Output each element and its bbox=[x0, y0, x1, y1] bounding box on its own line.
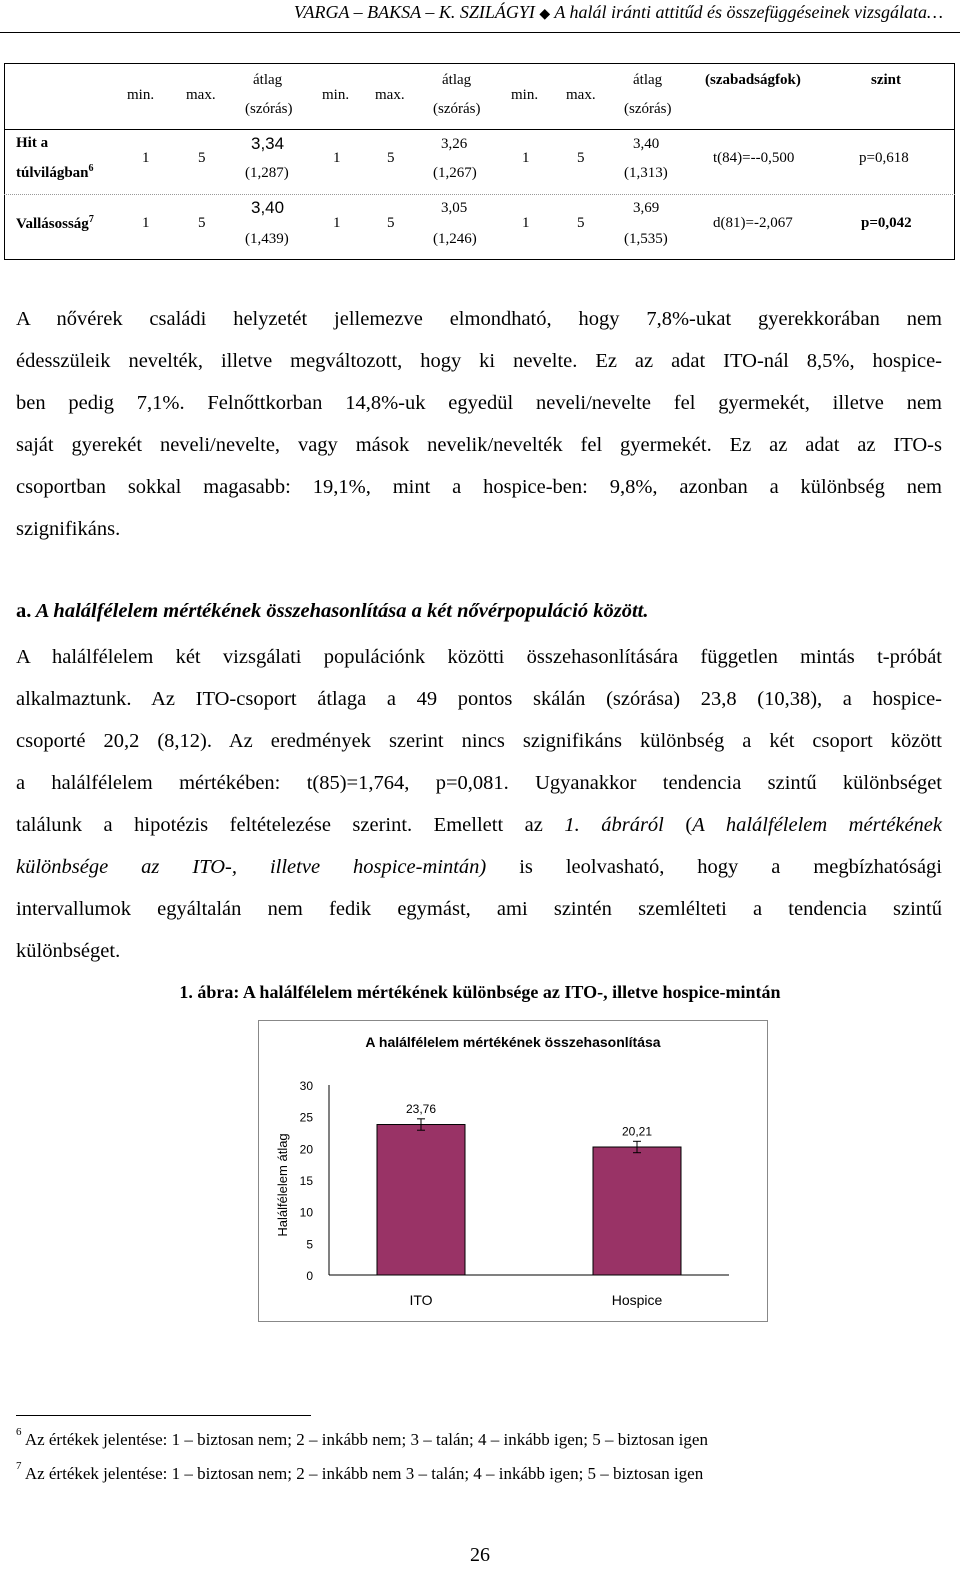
col-min-3: min. bbox=[511, 87, 539, 103]
y-tick-label: 5 bbox=[306, 1237, 313, 1252]
table-row-rule bbox=[4, 194, 955, 195]
subheading-number: a. bbox=[16, 600, 32, 622]
chart-title: A halálfélelem mértékének összehasonlítása bbox=[365, 1034, 661, 1050]
y-tick-label: 30 bbox=[299, 1079, 313, 1093]
col-max-1: max. bbox=[186, 87, 216, 103]
table-header-rule bbox=[4, 129, 955, 130]
data-label: 23,76 bbox=[405, 1101, 437, 1116]
row1-g2-sd: (1,267) bbox=[433, 165, 477, 181]
figure-caption: 1. ábra: A halálfélelem mértékének különbsége az ITO-, illetve hospice-mintán bbox=[179, 982, 781, 1002]
row2-g1-max: 5 bbox=[198, 215, 206, 231]
text-line: alkalmaztunk. Az ITO-csoport átlaga a 49 pontos skálán (szórása) 23,8 (10,38), a hospice- bbox=[16, 688, 942, 710]
row1-g1-sd: (1,287) bbox=[245, 165, 289, 181]
text-line: ben pedig 7,1%. Felnőttkorban 14,8%-uk egyedül neveli/nevelte fel gyermekét, illetve nem bbox=[16, 392, 942, 414]
row1-label-line2: túlvilágban$^6$ bbox=[16, 163, 94, 181]
footnote-rule bbox=[16, 1415, 311, 1416]
text-line: különbséget. bbox=[16, 940, 121, 962]
row2-g2-max: 5 bbox=[387, 215, 395, 231]
text-line: A nővérek családi helyzetét jellemezve elmondható, hogy 7,8%-ukat gyerekkorában nem bbox=[16, 308, 942, 330]
col-max-2: max. bbox=[375, 87, 405, 103]
data-label: 20,21 bbox=[621, 1124, 653, 1139]
row2-p: p=0,042 bbox=[861, 215, 912, 231]
row2-g3-mean: 3,69 bbox=[633, 200, 660, 216]
y-tick-label: 25 bbox=[299, 1110, 313, 1125]
col-mean-3: átlag bbox=[633, 72, 663, 88]
row1-g1-mean: 3,34 bbox=[251, 134, 285, 153]
row2-g1-min: 1 bbox=[142, 215, 150, 231]
footnote-6: $^6$ Az értékek jelentése: 1 – biztosan nem; 2 – inkább nem; 3 – talán; 4 – inkább igen; 5 – biztosan igen bbox=[16, 1426, 708, 1449]
x-tick-label: ITO bbox=[409, 1292, 433, 1308]
col-sd-2: (szórás) bbox=[433, 101, 481, 117]
text-line: csoporté 20,2 (8,12). Az eredmények szerint nincs szignifikáns különbség a két csoport között bbox=[16, 730, 942, 752]
subheading-text: A halálfélelem mértékének összehasonlítása a két nővérpopuláció között. bbox=[35, 600, 649, 622]
text-line: édesszüleik nevelték, illetve megváltozott, hogy ki nevelte. Ez az adat ITO-nál 8,5%, hospice- bbox=[16, 350, 942, 372]
text-line: saját gyerekét neveli/nevelte, vagy mások nevelik/nevelték fel gyermekét. Ez az adat az ITO-s bbox=[16, 434, 942, 456]
row1-p: p=0,618 bbox=[859, 150, 909, 166]
row1-g3-max: 5 bbox=[577, 150, 585, 166]
col-mean-2: átlag bbox=[442, 72, 472, 88]
paragraph-fear bbox=[16, 636, 942, 972]
row1-g2-mean: 3,26 bbox=[441, 136, 468, 152]
bar-ito bbox=[377, 1125, 465, 1275]
chart-canvas bbox=[259, 1021, 767, 1321]
row1-g2-min: 1 bbox=[333, 150, 341, 166]
bar-chart bbox=[258, 1020, 768, 1322]
paragraph-family bbox=[16, 298, 942, 550]
row1-label-line1: Hit a bbox=[16, 135, 49, 151]
col-level: szint bbox=[871, 72, 901, 88]
row2-g3-max: 5 bbox=[577, 215, 585, 231]
col-sd-1: (szórás) bbox=[245, 101, 293, 117]
text-line: szignifikáns. bbox=[16, 518, 121, 540]
row2-g2-mean: 3,05 bbox=[441, 200, 468, 216]
row1-g1-min: 1 bbox=[142, 150, 150, 166]
text-line: a halálfélelem mértékében: t(85)=1,764, p=0,081. Ugyanakkor tendencia szintű különbséget bbox=[16, 772, 942, 794]
row1-g1-max: 5 bbox=[198, 150, 206, 166]
y-axis-label: Halálfélelem átlag bbox=[275, 1133, 290, 1237]
x-tick-label: Hospice bbox=[611, 1292, 663, 1308]
row2-g1-mean: 3,40 bbox=[251, 198, 285, 217]
y-tick-label: 20 bbox=[299, 1142, 313, 1157]
text-line: csoportban sokkal magasabb: 19,1%, mint a hospice-ben: 9,8%, azonban a különbség nem bbox=[16, 476, 942, 498]
y-tick-label: 15 bbox=[299, 1174, 313, 1188]
col-sd-3: (szórás) bbox=[624, 101, 672, 117]
col-mean-1: átlag bbox=[253, 72, 283, 88]
col-df: (szabadságfok) bbox=[705, 72, 801, 88]
section-subheading bbox=[16, 600, 648, 623]
text-line: intervallumok egyáltalán nem fedik egymást, ami szintén szemlélteti a tendencia szintű bbox=[16, 898, 942, 920]
row2-g3-sd: (1,535) bbox=[624, 231, 668, 247]
col-max-3: max. bbox=[566, 87, 596, 103]
footnote-7: $^7$ Az értékek jelentése: 1 – biztosan nem; 2 – inkább nem 3 – talán; 4 – inkább igen; 5 – biztosan igen bbox=[16, 1460, 704, 1483]
header-rule bbox=[0, 32, 960, 33]
row1-g3-sd: (1,313) bbox=[624, 165, 668, 181]
y-tick-label: 0 bbox=[306, 1269, 313, 1283]
text-line: A halálfélelem két vizsgálati populációnk közötti összehasonlítására független mintás t-próbát bbox=[16, 646, 942, 668]
row2-label: Vallásosság$^7$ bbox=[16, 214, 94, 232]
header-title: A halál iránti attitűd és összefüggéseinek vizsgálata… bbox=[554, 2, 943, 22]
text-line: különbsége az ITO-, illetve hospice-mintán) is leolvasható, hogy a megbízhatósági bbox=[16, 856, 942, 878]
y-tick-label: 10 bbox=[299, 1205, 313, 1220]
header-authors: VARGA – BAKSA – K. SZILÁGYI bbox=[293, 2, 535, 22]
running-header bbox=[0, 2, 943, 23]
text-line: találunk a hipotézis feltételezése szerint. Emellett az 1. ábráról (A halálfélelem mértékének bbox=[16, 814, 943, 836]
row1-g2-max: 5 bbox=[387, 150, 395, 166]
row1-g3-mean: 3,40 bbox=[633, 136, 660, 152]
row2-g1-sd: (1,439) bbox=[245, 231, 289, 247]
col-min-2: min. bbox=[322, 87, 350, 103]
row1-test: t(84)=--0,500 bbox=[713, 150, 795, 166]
page-number: 26 bbox=[470, 1544, 490, 1566]
row2-g3-min: 1 bbox=[522, 215, 530, 231]
row1-g3-min: 1 bbox=[522, 150, 530, 166]
row2-test: d(81)=-2,067 bbox=[713, 215, 793, 231]
row2-g2-sd: (1,246) bbox=[433, 231, 477, 247]
col-min-1: min. bbox=[127, 87, 155, 103]
row2-g2-min: 1 bbox=[333, 215, 341, 231]
diamond-icon: ◆ bbox=[539, 7, 551, 22]
bar-hospice bbox=[593, 1147, 681, 1275]
